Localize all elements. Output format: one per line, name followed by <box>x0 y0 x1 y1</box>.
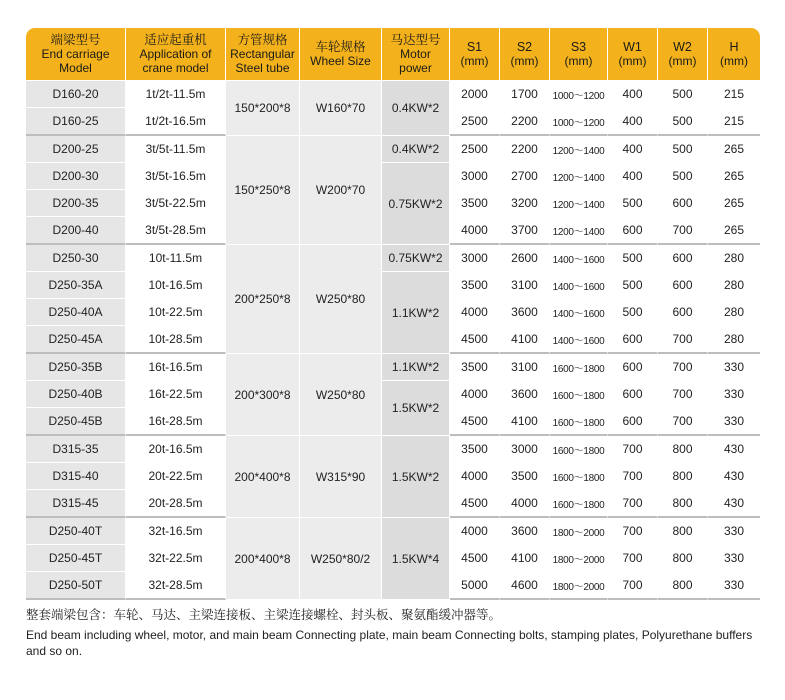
cell-h: 280 <box>708 326 760 354</box>
cell-application: 10t-22.5m <box>126 299 226 326</box>
cell-w1: 500 <box>608 299 658 326</box>
cell-s1: 3500 <box>450 354 500 381</box>
cell-tube: 200*300*8 <box>226 354 300 436</box>
cell-w2: 800 <box>658 436 708 463</box>
cell-s3: 1600～1800 <box>550 354 608 381</box>
cell-w2: 500 <box>658 163 708 190</box>
cell-w2: 700 <box>658 326 708 354</box>
cell-application: 10t-28.5m <box>126 326 226 354</box>
cell-s3: 1600～1800 <box>550 463 608 490</box>
cell-s2: 3600 <box>500 381 550 408</box>
cell-application: 16t-16.5m <box>126 354 226 381</box>
cell-s3: 1000～1200 <box>550 81 608 108</box>
cell-tube: 200*400*8 <box>226 436 300 518</box>
cell-s3: 1600～1800 <box>550 408 608 436</box>
cell-s1: 3500 <box>450 190 500 217</box>
cell-model: D250-40B <box>26 381 126 408</box>
cell-motor: 0.75KW*2 <box>382 245 450 272</box>
cell-s1: 3500 <box>450 272 500 299</box>
cell-h: 330 <box>708 545 760 572</box>
cell-w2: 600 <box>658 299 708 326</box>
cell-application: 3t/5t-16.5m <box>126 163 226 190</box>
cell-w1: 700 <box>608 463 658 490</box>
cell-model: D200-25 <box>26 136 126 163</box>
cell-s2: 2700 <box>500 163 550 190</box>
cell-s2: 4100 <box>500 545 550 572</box>
table-row <box>26 272 760 299</box>
cell-application: 32t-28.5m <box>126 572 226 600</box>
table-header-row <box>26 28 760 81</box>
cell-s2: 3500 <box>500 463 550 490</box>
cell-w1: 600 <box>608 408 658 436</box>
cell-model: D250-40A <box>26 299 126 326</box>
cell-s3: 1200～1400 <box>550 136 608 163</box>
cell-h: 280 <box>708 245 760 272</box>
cell-w2: 700 <box>658 354 708 381</box>
cell-model: D315-40 <box>26 463 126 490</box>
cell-application: 20t-16.5m <box>126 436 226 463</box>
cell-s3: 1200～1400 <box>550 190 608 217</box>
cell-w1: 600 <box>608 217 658 245</box>
cell-s1: 2500 <box>450 136 500 163</box>
header-application: 适应起重机 Application of crane model <box>126 28 226 81</box>
cell-w1: 500 <box>608 190 658 217</box>
cell-w2: 500 <box>658 108 708 136</box>
cell-w2: 800 <box>658 518 708 545</box>
cell-wheel: W250*80 <box>300 354 382 436</box>
note-english: End beam including wheel, motor, and main beam Connecting plate, main beam Connecting bolts, stamping plates, Polyurethane buffers and so on. <box>26 628 753 658</box>
cell-h: 215 <box>708 108 760 136</box>
cell-s2: 3600 <box>500 518 550 545</box>
cell-model: D200-40 <box>26 217 126 245</box>
cell-motor: 0.75KW*2 <box>382 163 450 245</box>
cell-model: D250-35B <box>26 354 126 381</box>
table-row <box>26 81 760 108</box>
cell-s2: 3100 <box>500 272 550 299</box>
cell-model: D160-20 <box>26 81 126 108</box>
cell-model: D315-45 <box>26 490 126 518</box>
cell-motor: 1.1KW*2 <box>382 354 450 381</box>
cell-model: D250-35A <box>26 272 126 299</box>
cell-h: 330 <box>708 354 760 381</box>
cell-w2: 500 <box>658 81 708 108</box>
cell-application: 10t-11.5m <box>126 245 226 272</box>
cell-tube: 200*250*8 <box>226 245 300 354</box>
cell-application: 10t-16.5m <box>126 272 226 299</box>
cell-w1: 600 <box>608 354 658 381</box>
table-row <box>26 136 760 163</box>
cell-h: 430 <box>708 463 760 490</box>
cell-model: D250-45A <box>26 326 126 354</box>
header-w1: W1 (mm) <box>608 28 658 81</box>
cell-w1: 400 <box>608 81 658 108</box>
cell-w2: 700 <box>658 217 708 245</box>
cell-w2: 600 <box>658 245 708 272</box>
cell-w2: 800 <box>658 572 708 600</box>
cell-s2: 3000 <box>500 436 550 463</box>
end-carriage-spec-table <box>26 28 760 600</box>
cell-s1: 3000 <box>450 245 500 272</box>
cell-s1: 4500 <box>450 490 500 518</box>
cell-application: 20t-28.5m <box>126 490 226 518</box>
cell-s3: 1800～2000 <box>550 572 608 600</box>
cell-motor: 0.4KW*2 <box>382 136 450 163</box>
cell-w1: 500 <box>608 245 658 272</box>
cell-h: 280 <box>708 272 760 299</box>
cell-s2: 4100 <box>500 408 550 436</box>
cell-application: 32t-16.5m <box>126 518 226 545</box>
cell-s1: 2000 <box>450 81 500 108</box>
cell-s2: 3200 <box>500 190 550 217</box>
cell-s3: 1600～1800 <box>550 381 608 408</box>
cell-s3: 1800～2000 <box>550 518 608 545</box>
cell-s3: 1400～1600 <box>550 245 608 272</box>
header-s2: S2 (mm) <box>500 28 550 81</box>
cell-w2: 700 <box>658 408 708 436</box>
cell-s2: 4100 <box>500 326 550 354</box>
cell-s3: 1600～1800 <box>550 490 608 518</box>
cell-s1: 5000 <box>450 572 500 600</box>
cell-wheel: W250*80/2 <box>300 518 382 600</box>
cell-model: D200-35 <box>26 190 126 217</box>
cell-h: 215 <box>708 81 760 108</box>
cell-w1: 600 <box>608 381 658 408</box>
cell-s3: 1400～1600 <box>550 326 608 354</box>
cell-s1: 4500 <box>450 545 500 572</box>
cell-motor: 1.5KW*4 <box>382 518 450 600</box>
table-body <box>26 81 760 600</box>
cell-tube: 200*400*8 <box>226 518 300 600</box>
header-tube: 方管规格 Rectangular Steel tube <box>226 28 300 81</box>
cell-application: 16t-28.5m <box>126 408 226 436</box>
cell-s2: 4600 <box>500 572 550 600</box>
cell-h: 330 <box>708 518 760 545</box>
cell-s3: 1600～1800 <box>550 436 608 463</box>
cell-model: D160-25 <box>26 108 126 136</box>
cell-w2: 800 <box>658 463 708 490</box>
table-row <box>26 381 760 408</box>
note-chinese: 整套端梁包含：车轮、马达、主梁连接板、主梁连接螺栓、封头板、聚氨酯缓冲器等。 <box>26 607 502 622</box>
cell-model: D315-35 <box>26 436 126 463</box>
cell-model: D250-30 <box>26 245 126 272</box>
cell-h: 330 <box>708 408 760 436</box>
cell-s1: 3000 <box>450 163 500 190</box>
cell-s1: 4000 <box>450 463 500 490</box>
cell-w1: 700 <box>608 545 658 572</box>
header-wheel: 车轮规格 Wheel Size <box>300 28 382 81</box>
spec-table-container <box>26 28 760 600</box>
cell-s1: 4000 <box>450 217 500 245</box>
cell-motor: 1.5KW*2 <box>382 436 450 518</box>
cell-s1: 4000 <box>450 518 500 545</box>
cell-w2: 800 <box>658 545 708 572</box>
cell-tube: 150*250*8 <box>226 136 300 245</box>
cell-application: 1t/2t-16.5m <box>126 108 226 136</box>
cell-s2: 2200 <box>500 108 550 136</box>
cell-w1: 700 <box>608 436 658 463</box>
cell-s2: 4000 <box>500 490 550 518</box>
cell-s2: 2200 <box>500 136 550 163</box>
cell-s2: 2600 <box>500 245 550 272</box>
cell-model: D250-45T <box>26 545 126 572</box>
cell-w2: 500 <box>658 136 708 163</box>
cell-w2: 800 <box>658 490 708 518</box>
header-model: 端梁型号 End carriage Model <box>26 28 126 81</box>
cell-w1: 400 <box>608 108 658 136</box>
cell-model: D250-50T <box>26 572 126 600</box>
header-w2: W2 (mm) <box>658 28 708 81</box>
cell-application: 16t-22.5m <box>126 381 226 408</box>
cell-s2: 3100 <box>500 354 550 381</box>
header-s1: S1 (mm) <box>450 28 500 81</box>
cell-application: 20t-22.5m <box>126 463 226 490</box>
cell-w1: 700 <box>608 572 658 600</box>
cell-s1: 4000 <box>450 299 500 326</box>
cell-motor: 1.5KW*2 <box>382 381 450 436</box>
cell-model: D200-30 <box>26 163 126 190</box>
cell-application: 1t/2t-11.5m <box>126 81 226 108</box>
cell-application: 32t-22.5m <box>126 545 226 572</box>
cell-s3: 1400～1600 <box>550 299 608 326</box>
header-motor: 马达型号 Motor power <box>382 28 450 81</box>
table-row <box>26 436 760 463</box>
cell-s1: 3500 <box>450 436 500 463</box>
cell-wheel: W200*70 <box>300 136 382 245</box>
table-row <box>26 245 760 272</box>
cell-h: 280 <box>708 299 760 326</box>
cell-h: 265 <box>708 217 760 245</box>
cell-h: 430 <box>708 436 760 463</box>
cell-s2: 3700 <box>500 217 550 245</box>
cell-h: 265 <box>708 136 760 163</box>
table-row <box>26 163 760 190</box>
cell-wheel: W250*80 <box>300 245 382 354</box>
cell-s1: 4500 <box>450 326 500 354</box>
cell-w1: 400 <box>608 163 658 190</box>
cell-tube: 150*200*8 <box>226 81 300 136</box>
cell-application: 3t/5t-11.5m <box>126 136 226 163</box>
table-row <box>26 518 760 545</box>
cell-w2: 600 <box>658 190 708 217</box>
cell-h: 330 <box>708 381 760 408</box>
cell-s3: 1200～1400 <box>550 163 608 190</box>
cell-s3: 1000～1200 <box>550 108 608 136</box>
cell-model: D250-45B <box>26 408 126 436</box>
cell-s2: 1700 <box>500 81 550 108</box>
cell-w1: 600 <box>608 326 658 354</box>
cell-h: 265 <box>708 190 760 217</box>
cell-s3: 1800～2000 <box>550 545 608 572</box>
header-s3: S3 (mm) <box>550 28 608 81</box>
cell-w2: 700 <box>658 381 708 408</box>
cell-w1: 400 <box>608 136 658 163</box>
cell-model: D250-40T <box>26 518 126 545</box>
table-row <box>26 354 760 381</box>
cell-h: 430 <box>708 490 760 518</box>
cell-application: 3t/5t-22.5m <box>126 190 226 217</box>
header-h: H (mm) <box>708 28 760 81</box>
cell-s2: 3600 <box>500 299 550 326</box>
cell-s1: 4000 <box>450 381 500 408</box>
cell-application: 3t/5t-28.5m <box>126 217 226 245</box>
cell-s1: 2500 <box>450 108 500 136</box>
cell-wheel: W315*90 <box>300 436 382 518</box>
cell-w1: 700 <box>608 490 658 518</box>
cell-wheel: W160*70 <box>300 81 382 136</box>
cell-w2: 600 <box>658 272 708 299</box>
cell-s3: 1400～1600 <box>550 272 608 299</box>
cell-motor: 1.1KW*2 <box>382 272 450 354</box>
cell-motor: 0.4KW*2 <box>382 81 450 136</box>
cell-h: 265 <box>708 163 760 190</box>
cell-w1: 500 <box>608 272 658 299</box>
cell-s1: 4500 <box>450 408 500 436</box>
cell-w1: 700 <box>608 518 658 545</box>
cell-h: 330 <box>708 572 760 600</box>
cell-s3: 1200～1400 <box>550 217 608 245</box>
